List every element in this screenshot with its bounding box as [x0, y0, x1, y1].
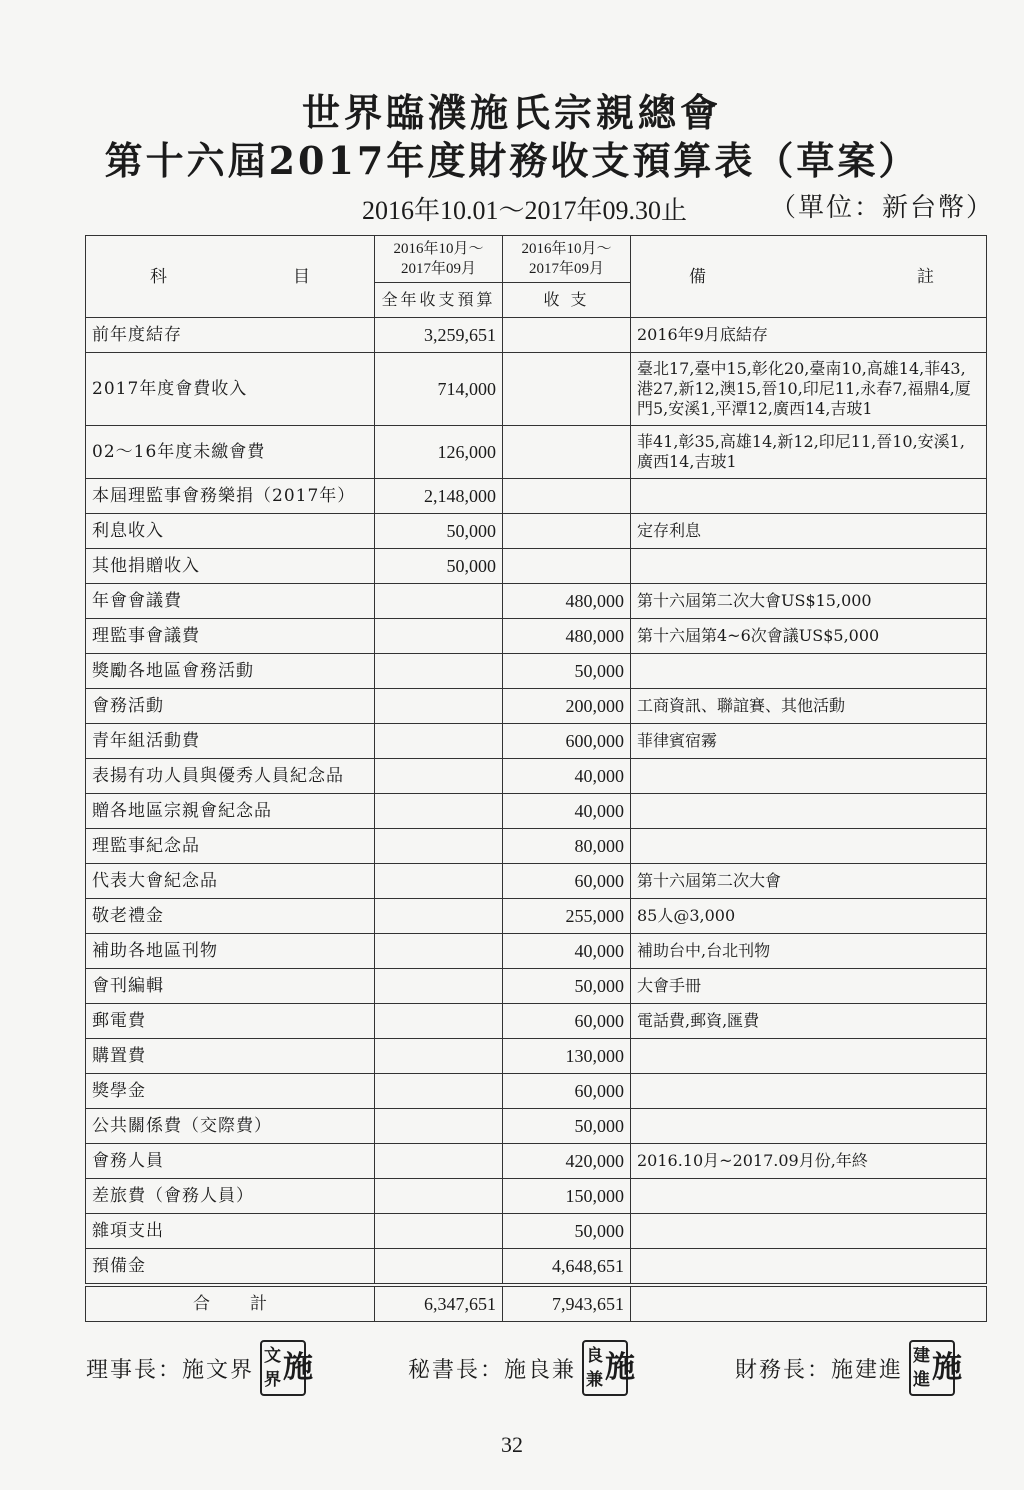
table-row [86, 654, 987, 689]
row-subject: 理監事會議費 [86, 619, 375, 654]
row-budget [375, 1109, 503, 1144]
row-budget [375, 584, 503, 619]
header-subject-label-b: 目 [293, 266, 310, 287]
row-actual: 4,648,651 [503, 1249, 631, 1286]
row-actual [503, 549, 631, 584]
table-row [86, 584, 987, 619]
row-subject: 獎勵各地區會務活動 [86, 654, 375, 689]
row-note: 第十六屆第4~6次會議US$5,000 [631, 619, 987, 654]
row-actual [503, 318, 631, 353]
header-budget-label: 全年收支預算 [375, 283, 503, 318]
row-note: 菲律賓宿霧 [631, 724, 987, 759]
row-note [631, 479, 987, 514]
seal-char: 施 [605, 1350, 638, 1385]
table-row [86, 759, 987, 794]
total-budget: 6,347,651 [375, 1285, 503, 1322]
table-row [86, 934, 987, 969]
row-budget [375, 1004, 503, 1039]
signature-chairman [86, 1340, 316, 1396]
row-note [631, 549, 987, 584]
row-actual: 480,000 [503, 619, 631, 654]
total-row [86, 1285, 987, 1322]
row-budget: 2,148,000 [375, 479, 503, 514]
row-note [631, 1179, 987, 1214]
page-number: 32 [501, 1432, 523, 1457]
table-row [86, 479, 987, 514]
table-row [86, 1004, 987, 1039]
row-actual: 480,000 [503, 584, 631, 619]
row-note: 臺北17,臺中15,彰化20,臺南10,高雄14,菲43,港27,新12,澳15,晉10,印尼11,永春7,福鼎4,厦門5,安溪1,平潭12,廣西14,吉玻1 [631, 353, 987, 426]
table-row [86, 689, 987, 724]
table-row [86, 724, 987, 759]
table-row [86, 1179, 987, 1214]
row-subject: 代表大會紀念品 [86, 864, 375, 899]
row-budget: 50,000 [375, 549, 503, 584]
row-note [631, 759, 987, 794]
seal-stamp [582, 1340, 638, 1396]
row-subject: 理監事紀念品 [86, 829, 375, 864]
header-row [86, 236, 987, 283]
row-note [631, 1074, 987, 1109]
signature-secretary [408, 1340, 638, 1396]
row-subject: 其他捐贈收入 [86, 549, 375, 584]
table-row [86, 829, 987, 864]
row-note: 2016年9月底結存 [631, 318, 987, 353]
row-subject: 2017年度會費收入 [86, 353, 375, 426]
table-row [86, 353, 987, 426]
header-actual-period: 2016年10月～2017年09月 [503, 236, 631, 283]
row-subject: 前年度結存 [86, 318, 375, 353]
row-subject: 獎學金 [86, 1074, 375, 1109]
header-note-label-b: 註 [917, 266, 934, 287]
row-note: 定存利息 [631, 514, 987, 549]
row-actual: 40,000 [503, 934, 631, 969]
row-budget [375, 759, 503, 794]
row-budget: 126,000 [375, 426, 503, 479]
header-note [631, 236, 987, 318]
row-subject: 02～16年度未繳會費 [86, 426, 375, 479]
row-budget [375, 794, 503, 829]
table-row [86, 1249, 987, 1286]
signature-chairman-text: 理事長：施文界 [86, 1357, 255, 1383]
table-row [86, 969, 987, 1004]
table-row [86, 549, 987, 584]
table-row [86, 318, 987, 353]
row-subject: 青年組活動費 [86, 724, 375, 759]
row-actual: 420,000 [503, 1144, 631, 1179]
header-actual-label: 收 支 [503, 283, 631, 318]
table-row [86, 514, 987, 549]
seal-char: 文 [264, 1346, 284, 1366]
row-subject: 購置費 [86, 1039, 375, 1074]
total-label-a: 合 [193, 1294, 210, 1314]
row-budget: 714,000 [375, 353, 503, 426]
header-subject [86, 236, 375, 318]
total-actual: 7,943,651 [503, 1285, 631, 1322]
row-subject: 敬老禮金 [86, 899, 375, 934]
row-note [631, 794, 987, 829]
table-row [86, 1039, 987, 1074]
row-subject: 會務活動 [86, 689, 375, 724]
row-budget [375, 654, 503, 689]
row-subject: 會刊編輯 [86, 969, 375, 1004]
total-label [86, 1285, 375, 1322]
row-subject: 預備金 [86, 1249, 375, 1286]
table-row [86, 1109, 987, 1144]
seal-stamp [260, 1340, 316, 1396]
seal-char: 施 [283, 1350, 316, 1385]
seal-char: 良 [586, 1346, 606, 1366]
row-budget [375, 969, 503, 1004]
row-note: 第十六屆第二次大會 [631, 864, 987, 899]
row-note: 2016.10月~2017.09月份,年終 [631, 1144, 987, 1179]
table-row [86, 1074, 987, 1109]
row-subject: 年會會議費 [86, 584, 375, 619]
row-note [631, 1039, 987, 1074]
budget-table [85, 235, 987, 1322]
row-budget [375, 1214, 503, 1249]
row-note: 菲41,彰35,高雄14,新12,印尼11,晉10,安溪1,廣西14,吉玻1 [631, 426, 987, 479]
row-note [631, 654, 987, 689]
row-budget [375, 934, 503, 969]
row-actual: 600,000 [503, 724, 631, 759]
row-actual: 60,000 [503, 864, 631, 899]
row-budget [375, 864, 503, 899]
seal-stamp [909, 1340, 965, 1396]
total-label-b: 計 [250, 1294, 267, 1314]
row-subject: 會務人員 [86, 1144, 375, 1179]
row-actual: 50,000 [503, 654, 631, 689]
header-subject-label-a: 科 [150, 266, 167, 287]
row-budget [375, 829, 503, 864]
row-subject: 表揚有功人員與優秀人員紀念品 [86, 759, 375, 794]
header-note-label-a: 備 [689, 266, 706, 287]
table-row [86, 1214, 987, 1249]
row-actual: 150,000 [503, 1179, 631, 1214]
row-note: 補助台中,台北刊物 [631, 934, 987, 969]
row-note [631, 1214, 987, 1249]
currency-unit: （單位：新台幣） [770, 193, 995, 223]
row-actual: 80,000 [503, 829, 631, 864]
row-subject: 利息收入 [86, 514, 375, 549]
row-budget: 50,000 [375, 514, 503, 549]
document-subtitle: 第十六屆2017年度財務收支預算表（草案） [104, 138, 920, 183]
row-budget [375, 1179, 503, 1214]
row-actual: 255,000 [503, 899, 631, 934]
row-actual: 200,000 [503, 689, 631, 724]
row-note: 第十六屆第二次大會US$15,000 [631, 584, 987, 619]
row-note [631, 829, 987, 864]
row-actual [503, 514, 631, 549]
document-title: 世界臨濮施氏宗親總會 [301, 90, 722, 135]
table-row [86, 619, 987, 654]
row-note: 大會手冊 [631, 969, 987, 1004]
row-actual: 40,000 [503, 794, 631, 829]
seal-char: 建 [913, 1346, 933, 1366]
row-actual: 60,000 [503, 1074, 631, 1109]
row-subject: 補助各地區刊物 [86, 934, 375, 969]
row-actual: 50,000 [503, 1214, 631, 1249]
table-row [86, 426, 987, 479]
row-actual [503, 479, 631, 514]
row-budget [375, 1074, 503, 1109]
row-note: 工商資訊、聯誼賽、其他活動 [631, 689, 987, 724]
row-actual: 40,000 [503, 759, 631, 794]
table-row [86, 794, 987, 829]
row-note: 85人@3,000 [631, 899, 987, 934]
row-note [631, 1109, 987, 1144]
row-budget [375, 899, 503, 934]
signature-treasurer-text: 財務長：施建進 [735, 1357, 904, 1383]
row-budget [375, 1249, 503, 1286]
header-budget-period: 2016年10月～2017年09月 [375, 236, 503, 283]
row-actual [503, 353, 631, 426]
row-actual: 60,000 [503, 1004, 631, 1039]
seal-char: 界 [264, 1370, 284, 1390]
budget-period: 2016年10.01～2017年09.30止 [362, 196, 688, 225]
row-budget [375, 619, 503, 654]
seal-char: 進 [913, 1370, 933, 1390]
row-budget [375, 689, 503, 724]
signature-treasurer [735, 1340, 965, 1396]
total-note [631, 1285, 987, 1322]
row-budget [375, 724, 503, 759]
row-subject: 贈各地區宗親會紀念品 [86, 794, 375, 829]
row-budget: 3,259,651 [375, 318, 503, 353]
row-actual: 130,000 [503, 1039, 631, 1074]
row-subject: 本屆理監事會務樂捐（2017年） [86, 479, 375, 514]
row-budget [375, 1144, 503, 1179]
seal-char: 施 [932, 1350, 965, 1385]
signature-secretary-text: 秘書長：施良兼 [408, 1357, 577, 1383]
row-subject: 公共關係費（交際費） [86, 1109, 375, 1144]
row-subject: 郵電費 [86, 1004, 375, 1039]
row-actual: 50,000 [503, 969, 631, 1004]
row-note: 電話費,郵資,匯費 [631, 1004, 987, 1039]
row-subject: 差旅費（會務人員） [86, 1179, 375, 1214]
row-subject: 雜項支出 [86, 1214, 375, 1249]
seal-char: 兼 [586, 1370, 606, 1390]
row-actual: 50,000 [503, 1109, 631, 1144]
table-row [86, 899, 987, 934]
table-row [86, 864, 987, 899]
table-row [86, 1144, 987, 1179]
row-actual [503, 426, 631, 479]
row-note [631, 1249, 987, 1286]
row-budget [375, 1039, 503, 1074]
